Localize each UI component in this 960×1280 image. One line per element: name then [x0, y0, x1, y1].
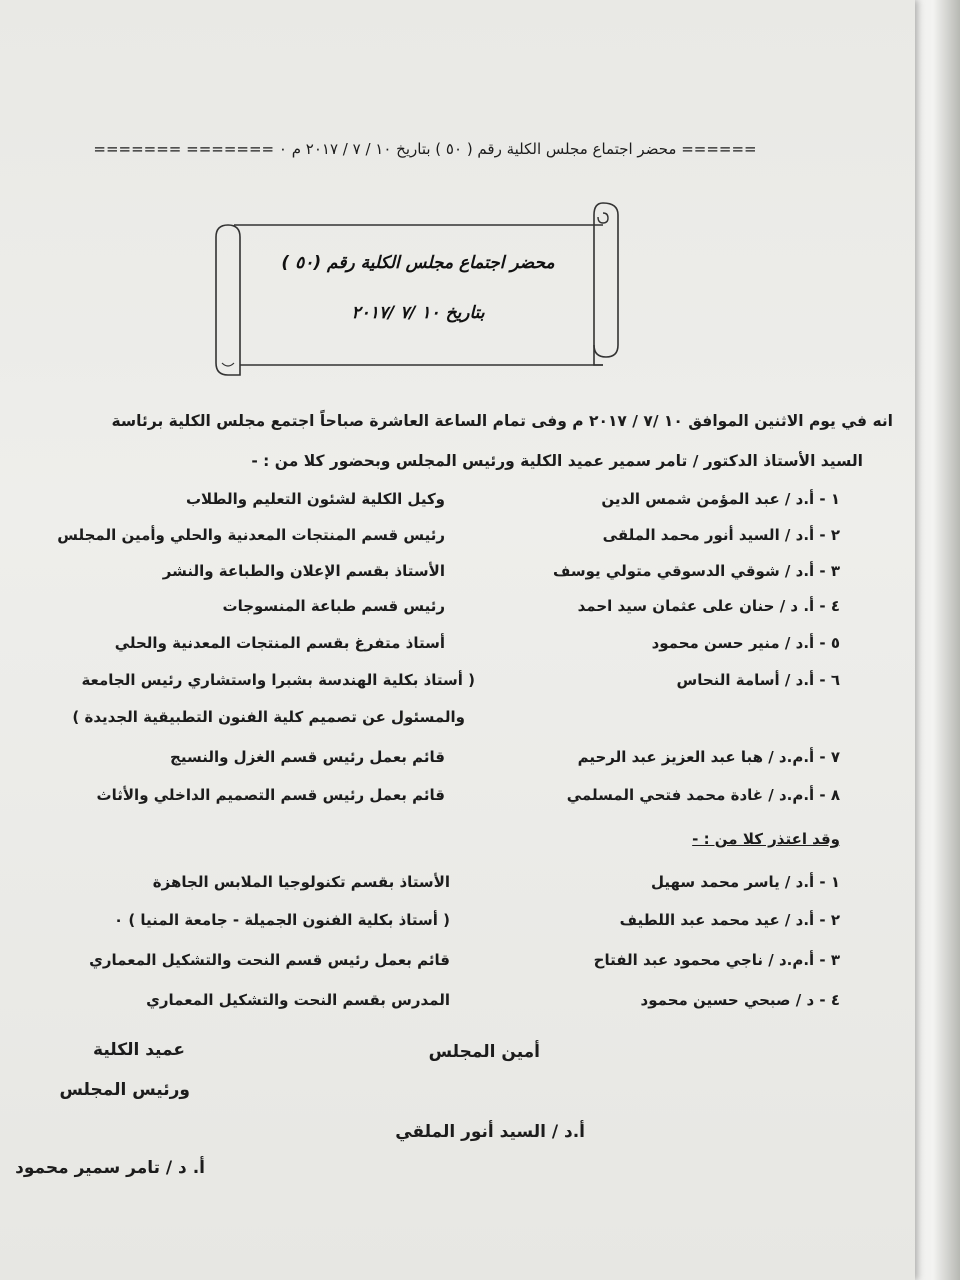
secretary-title: أمين المجلس: [428, 1042, 540, 1062]
intro-line-2: السيد الأستاذ الدكتور / تامر سمير عميد الكلية ورئيس المجلس وبحضور كلا من : -: [251, 452, 863, 470]
attendee-role-continued: والمسئول عن تصميم كلية الفنون التطبيقية الجديدة ): [72, 708, 465, 726]
apology-role: قائم بعمل رئيس قسم النحت والتشكيل المعماري: [89, 951, 450, 969]
attendee-role: قائم بعمل رئيس قسم الغزل والنسيج: [170, 748, 445, 766]
apology-name: ٤ - د / صبحي حسين محمود: [640, 991, 840, 1009]
attendee-name: ١ - أ.د / عبد المؤمن شمس الدين: [601, 490, 840, 508]
attendee-name: ٥ - أ.د / منير حسن محمود: [651, 634, 840, 652]
apology-role: ( أستاذ بكلية الفنون الجميلة - جامعة المنيا ) ٠: [113, 911, 450, 929]
dean-name: أ. د / تامر سمير محمود: [15, 1158, 205, 1178]
attendee-name: ٨ - أ.م.د / غادة محمد فتحي المسلمي: [566, 786, 840, 804]
scroll-frame-icon: [208, 195, 628, 380]
apology-name: ٢ - أ.د / عيد محمد عبد اللطيف: [619, 911, 840, 929]
attendee-name: ٦ - أ.د / أسامة النحاس: [676, 671, 840, 689]
attendee-role: وكيل الكلية لشئون التعليم والطلاب: [185, 490, 445, 508]
dean-title: عميد الكلية: [93, 1040, 185, 1060]
scroll-title: محضر اجتماع مجلس الكلية رقم (٥٠ ): [281, 253, 555, 273]
attendee-role: الأستاذ بقسم الإعلان والطباعة والنشر: [162, 562, 445, 580]
scroll-date: بتاريخ ١٠ /٧ /٢٠١٧: [351, 303, 485, 323]
attendee-role: رئيس قسم طباعة المنسوجات: [222, 597, 445, 615]
attendee-name: ٧ - أ.م.د / هبا عبد العزيز عبد الرحيم: [577, 748, 840, 766]
attendee-name: ٣ - أ.د / شوقي الدسوقي متولي يوسف: [553, 562, 840, 580]
attendee-name: ٤ - أ. د / حنان على عثمان سيد احمد: [577, 597, 840, 615]
apology-role: الأستاذ بقسم تكنولوجيا الملابس الجاهزة: [152, 873, 450, 891]
header-line: ====== محضر اجتماع مجلس الكلية رقم ( ٥٠ ) بتاريخ ١٠ / ٧ / ٢٠١٧ م ٠ ======= =======: [93, 140, 757, 158]
apology-name: ٣ - أ.م.د / ناجي محمود عبد الفتاح: [593, 951, 840, 969]
intro-line-1: انه في يوم الاثنين الموافق ١٠ /٧ / ٢٠١٧ م وفى تمام الساعة العاشرة صباحاً اجتمع مجلس الكلية برئاسة: [111, 412, 893, 430]
attendee-name: ٢ - أ.د / السيد أنور محمد الملقى: [602, 526, 840, 544]
secretary-name: أ.د / السيد أنور الملقي: [395, 1122, 585, 1142]
attendee-role: ( أستاذ بكلية الهندسة بشبرا واستشاري رئيس الجامعة: [81, 671, 475, 689]
title-scroll-banner: [208, 195, 628, 380]
attendee-role: رئيس قسم المنتجات المعدنية والحلي وأمين المجلس: [57, 526, 445, 544]
apology-name: ١ - أ.د / ياسر محمد سهيل: [650, 873, 840, 891]
chair-title: ورئيس المجلس: [59, 1080, 190, 1100]
apology-role: المدرس بقسم النحت والتشكيل المعماري: [146, 991, 450, 1009]
attendee-role: أستاذ متفرغ بقسم المنتجات المعدنية والحلي: [114, 634, 445, 652]
apologies-heading: وقد اعتذر كلا من : -: [692, 830, 840, 848]
attendee-role: قائم بعمل رئيس قسم التصميم الداخلي والأثاث: [96, 786, 445, 804]
